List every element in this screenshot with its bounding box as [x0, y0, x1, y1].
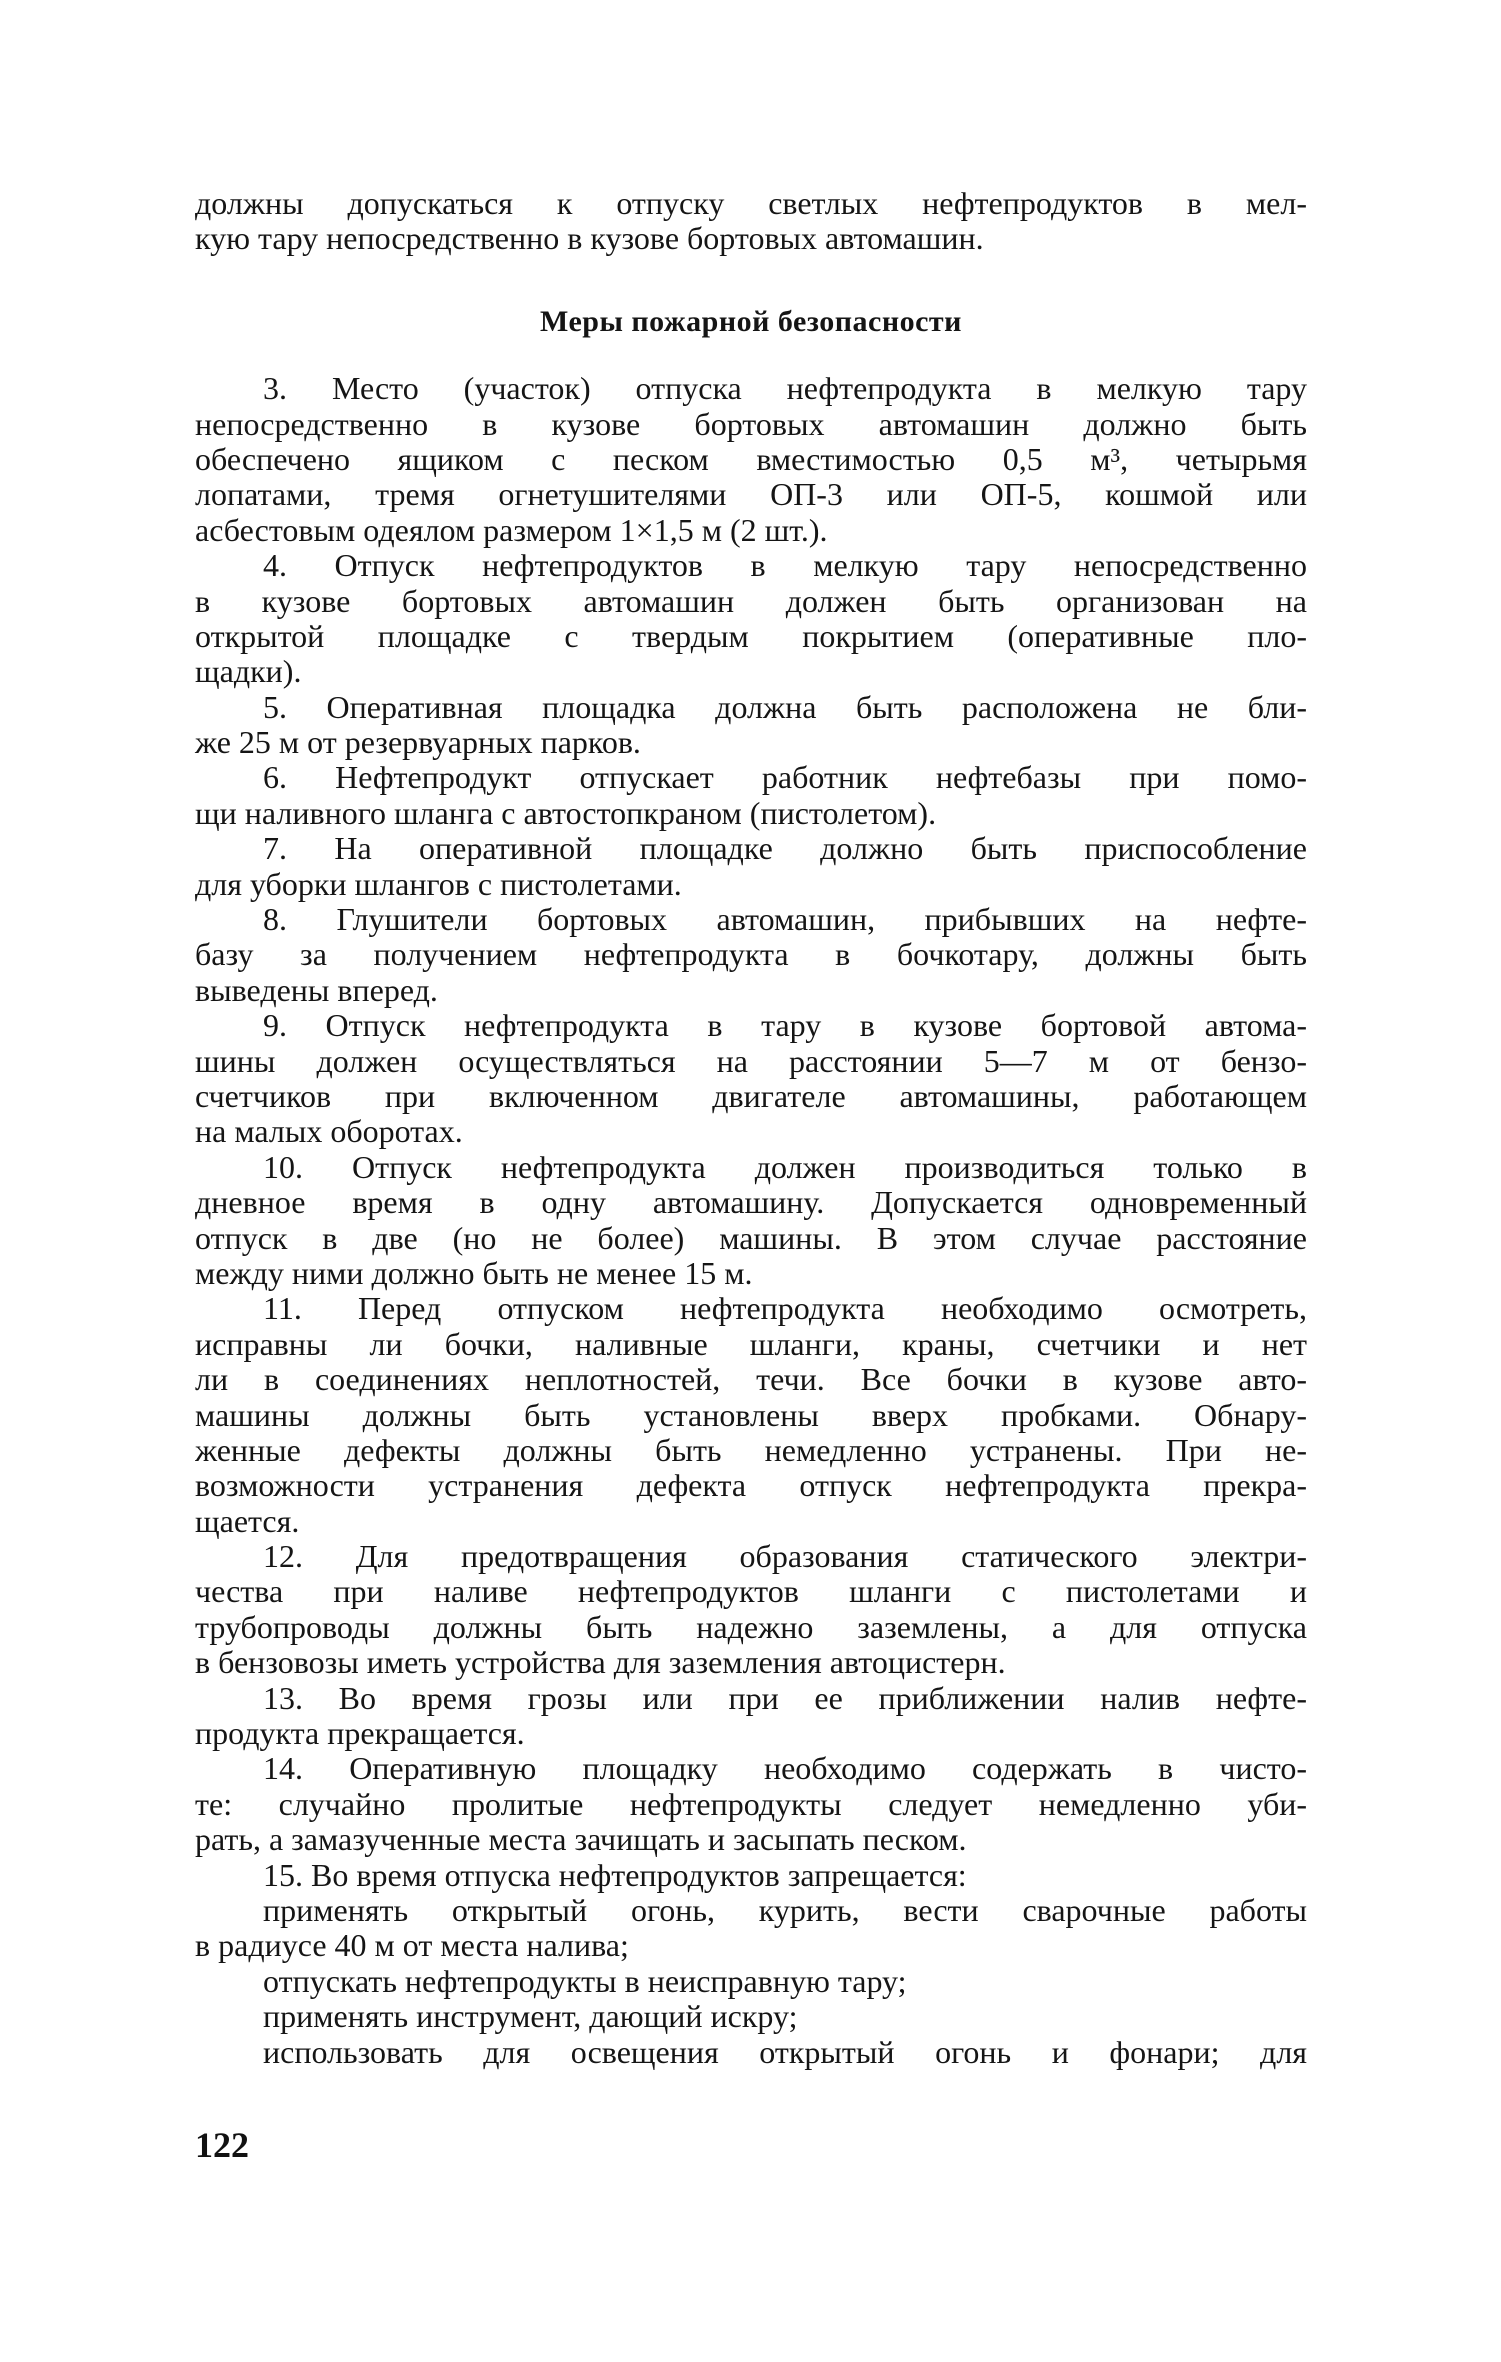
- text-line: 3. Место (участок) отпуска нефтепродукта в мелкую тару: [263, 371, 1307, 407]
- text-line: применять открытый огонь, курить, вести сварочные работы: [263, 1892, 1307, 1928]
- text-line: использовать для освещения открытый огонь и фонари; для: [263, 2034, 1307, 2070]
- text-line: кую тару непосредственно в кузове бортовых автомашин.: [195, 220, 984, 257]
- paragraph: [195, 1539, 1307, 1681]
- text-line: применять инструмент, дающий искру;: [263, 1998, 798, 2035]
- text-line: отпускать нефтепродукты в неисправную тару;: [263, 1962, 907, 1999]
- page-body: [195, 186, 1307, 2070]
- paragraph: [195, 760, 1307, 831]
- section-heading: Меры пожарной безопасности: [540, 304, 962, 338]
- text-line: 4. Отпуск нефтепродуктов в мелкую тару непосредственно: [263, 548, 1307, 584]
- paragraph: [195, 548, 1307, 690]
- text-line: открытой площадке с твердым покрытием (оперативные пло-: [195, 618, 1307, 654]
- text-line: базу за получением нефтепродукта в бочкотару, должны быть: [195, 937, 1307, 973]
- text-line: 14. Оперативную площадку необходимо содержать в чисто-: [263, 1751, 1307, 1787]
- text-line: счетчиков при включенном двигателе автомашины, работающем: [195, 1079, 1307, 1114]
- paragraph: [195, 831, 1307, 902]
- text-line: непосредственно в кузове бортовых автомашин должно быть: [195, 406, 1307, 442]
- text-line: рать, а замазученные места зачищать и засыпать песком.: [195, 1821, 967, 1858]
- text-line: обеспечено ящиком с песком вместимостью 0,5 м³, четырьмя: [195, 441, 1307, 477]
- paragraph: [195, 1291, 1307, 1539]
- paragraph: [195, 1681, 1307, 1752]
- text-line: для уборки шлангов с пистолетами.: [195, 865, 682, 902]
- text-line: 12. Для предотвращения образования статического электри-: [263, 1539, 1307, 1575]
- paragraph: [195, 186, 1307, 257]
- text-line: выведены вперед.: [195, 971, 438, 1008]
- paragraph-list: [195, 371, 1307, 2070]
- text-line: продукта прекращается.: [195, 1715, 525, 1752]
- text-line: 11. Перед отпуском нефтепродукта необходимо осмотреть,: [263, 1291, 1307, 1327]
- paragraph: [195, 2035, 1307, 2070]
- text-line: между ними должно быть не менее 15 м.: [195, 1254, 753, 1291]
- paragraph: [195, 690, 1307, 761]
- text-line: лопатами, тремя огнетушителями ОП-3 или ОП-5, кошмой или: [195, 477, 1307, 513]
- paragraph: [195, 1008, 1307, 1150]
- text-line: должны допускаться к отпуску светлых нефтепродуктов в мел-: [195, 186, 1307, 221]
- paragraph: [195, 902, 1307, 1008]
- text-line: 15. Во время отпуска нефтепродуктов запрещается:: [263, 1856, 967, 1893]
- text-line: ли в соединениях неплотностей, течи. Все бочки в кузове авто-: [195, 1362, 1307, 1398]
- paragraph: [195, 1999, 1307, 2034]
- paragraph: [195, 1858, 1307, 1893]
- text-line: чества при наливе нефтепродуктов шланги с пистолетами и: [195, 1574, 1307, 1610]
- text-line: 10. Отпуск нефтепродукта должен производиться только в: [263, 1149, 1307, 1185]
- text-line: щи наливного шланга с автостопкраном (пистолетом).: [195, 794, 937, 831]
- page-number: 122: [195, 2125, 249, 2165]
- text-line: в бензовозы иметь устройства для заземления автоцистерн.: [195, 1644, 1006, 1681]
- text-line: дневное время в одну автомашину. Допускается одновременный: [195, 1185, 1307, 1221]
- text-line: щадки).: [195, 653, 302, 690]
- text-line: же 25 м от резервуарных парков.: [195, 724, 641, 761]
- text-line: 7. На оперативной площадке должно быть приспособление: [263, 831, 1307, 867]
- text-line: шины должен осуществляться на расстоянии 5—7 м от бензо-: [195, 1043, 1307, 1079]
- paragraph: [195, 1150, 1307, 1292]
- text-line: в кузове бортовых автомашин должен быть организован на: [195, 583, 1307, 619]
- text-line: щается.: [195, 1502, 300, 1539]
- text-line: 13. Во время грозы или при ее приближении налив нефте-: [263, 1680, 1307, 1716]
- text-line: 9. Отпуск нефтепродукта в тару в кузове бортовой автома-: [263, 1008, 1307, 1044]
- text-line: женные дефекты должны быть немедленно устранены. При не-: [195, 1432, 1307, 1468]
- text-line: 5. Оперативная площадка должна быть расположена не бли-: [263, 689, 1307, 725]
- text-line: на малых оборотах.: [195, 1113, 463, 1150]
- text-line: трубопроводы должны быть надежно заземлены, а для отпуска: [195, 1609, 1307, 1645]
- text-line: 8. Глушители бортовых автомашин, прибывших на нефте-: [263, 902, 1307, 938]
- text-line: отпуск в две (но не более) машины. В этом случае расстояние: [195, 1220, 1307, 1256]
- paragraph: [195, 1964, 1307, 1999]
- text-line: те: случайно пролитые нефтепродукты следует немедленно уби-: [195, 1786, 1307, 1822]
- text-line: 6. Нефтепродукт отпускает работник нефтебазы при помо-: [263, 760, 1307, 796]
- text-line: возможности устранения дефекта отпуск нефтепродукта прекра-: [195, 1468, 1307, 1504]
- text-line: в радиусе 40 м от места налива;: [195, 1927, 629, 1964]
- paragraph: [195, 1751, 1307, 1857]
- paragraph: [195, 1893, 1307, 1964]
- text-line: исправны ли бочки, наливные шланги, краны, счетчики и нет: [195, 1326, 1307, 1362]
- text-line: машины должны быть установлены вверх пробками. Обнару-: [195, 1397, 1307, 1433]
- text-line: асбестовым одеялом размером 1×1,5 м (2 шт.).: [195, 511, 828, 548]
- intro-paragraph: [195, 186, 1307, 257]
- paragraph: [195, 371, 1307, 548]
